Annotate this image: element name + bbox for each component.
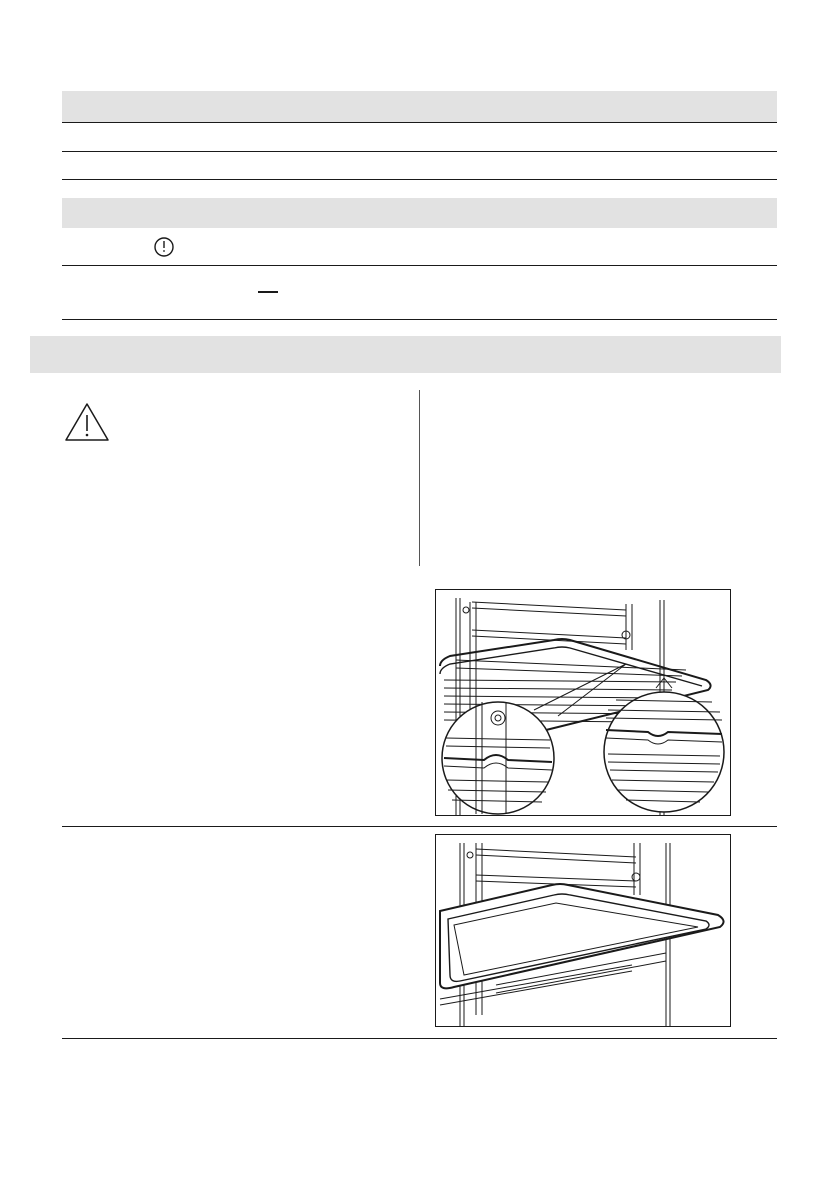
- illustration-bottom-divider: [62, 1038, 777, 1039]
- baking-tray-insertion-illustration: [435, 834, 731, 1027]
- table-bottom-divider-2: [62, 319, 777, 320]
- table-row: [62, 266, 777, 319]
- table-bottom-header: [62, 198, 777, 228]
- table-top-divider-3: [62, 179, 777, 180]
- illustration-divider: [62, 826, 777, 827]
- table-top-row: [62, 123, 777, 151]
- table-top-header: [62, 91, 777, 122]
- warning-triangle-icon: [64, 402, 110, 442]
- table-top-row: [62, 152, 777, 179]
- minus-icon: [258, 281, 278, 285]
- wire-shelf-insertion-illustration: [435, 589, 731, 816]
- table-row: [62, 228, 777, 265]
- timer-icon: [153, 236, 175, 258]
- section-title-band: [30, 336, 781, 373]
- column-divider: [419, 390, 420, 566]
